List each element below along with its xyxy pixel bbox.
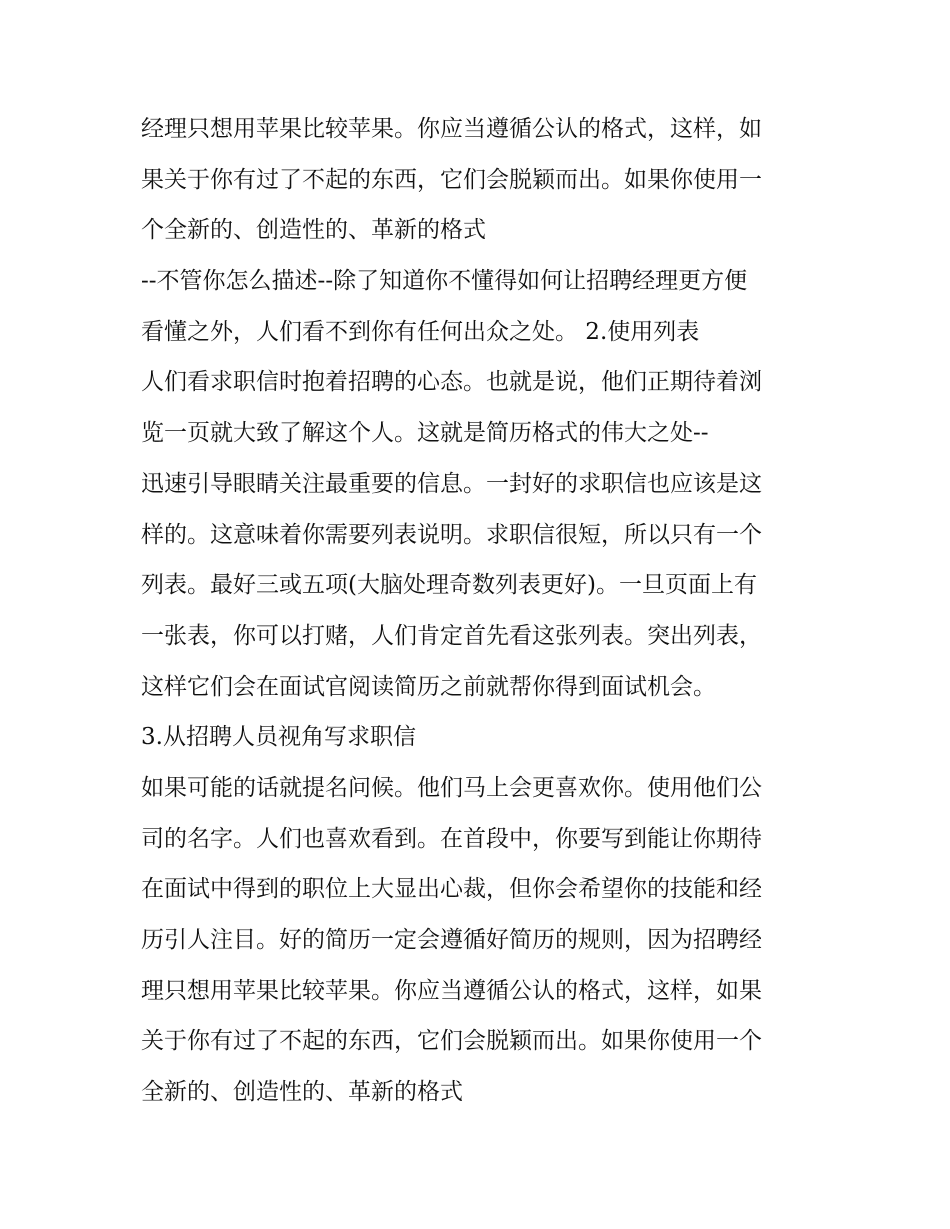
text-line: 理只想用苹果比较苹果。你应当遵循公认的格式，这样，如果 [141,977,762,1004]
text-line: 经理只想用苹果比较苹果。你应当遵循公认的格式，这样，如 [141,116,762,142]
text-line: 如果可能的话就提名问候。他们马上会更喜欢你。使用他们公 [141,774,762,801]
text-line: 这样它们会在面试官阅读简历之前就帮你得到面试机会。 [141,673,716,700]
section-heading: 3.从招聘人员视角写求职信 [141,724,416,751]
text-line: 关于你有过了不起的东西，它们会脱颖而出。如果你使用一个 [141,1028,762,1055]
text-line: 样的。这意味着你需要列表说明。求职信很短，所以只有一个 [141,521,762,548]
text-line: 果关于你有过了不起的东西，它们会脱颖而出。如果你使用一 [141,166,762,193]
text-line: 看懂之外，人们看不到你有任何出众之处。 2.使用列表 [141,318,700,345]
text-line: 历引人注目。好的简历一定会遵循好简历的规则，因为招聘经 [141,927,762,953]
text-line: --不管你怎么描述--除了知道你不懂得如何让招聘经理更方便 [141,268,748,295]
text-line: 一张表，你可以打赌，人们肯定首先看这张列表。突出列表， [141,622,762,649]
text-line: 览一页就大致了解这个人。这就是简历格式的伟大之处-- [141,420,709,447]
text-line: 全新的、创造性的、革新的格式 [141,1079,463,1106]
text-line: 个全新的、创造性的、革新的格式 [141,217,486,244]
text-line: 在面试中得到的职位上大显出心裁，但你会希望你的技能和经 [141,876,762,903]
text-line: 人们看求职信时抱着招聘的心态。也就是说，他们正期待着浏 [141,369,762,396]
text-line: 列表。最好三或五项(大脑处理奇数列表更好)。一旦页面上有 [141,572,757,599]
text-line: 迅速引导眼睛关注最重要的信息。一封好的求职信也应该是这 [141,470,762,497]
text-line: 司的名字。人们也喜欢看到。在首段中，你要写到能让你期待 [141,825,762,852]
body-text [141,104,821,1118]
